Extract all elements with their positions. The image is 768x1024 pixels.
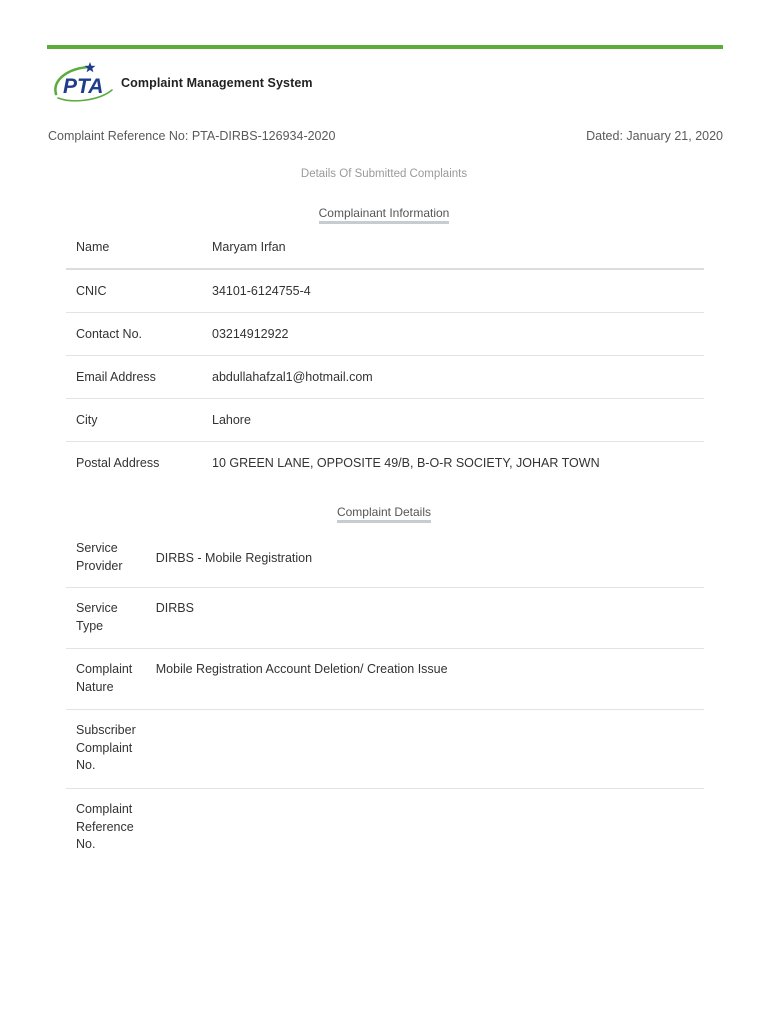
table-row bbox=[66, 226, 704, 269]
field-label: Complaint Nature bbox=[76, 662, 133, 694]
field-value: DIRBS bbox=[155, 600, 194, 615]
field-label: Postal Address bbox=[76, 455, 160, 470]
table-row bbox=[66, 587, 704, 648]
header bbox=[50, 60, 313, 106]
field-value: Maryam Irfan bbox=[212, 240, 286, 254]
field-label: Name bbox=[76, 240, 110, 254]
table-row bbox=[66, 648, 704, 709]
field-label: City bbox=[76, 412, 98, 427]
field-value: Lahore bbox=[212, 412, 251, 427]
field-label: Email Address bbox=[76, 369, 156, 384]
field-label: Complaint Reference No. bbox=[76, 802, 134, 851]
complaint-date: Dated: January 21, 2020 bbox=[586, 129, 723, 143]
page-title: Details Of Submitted Complaints bbox=[300, 168, 468, 180]
field-value bbox=[146, 788, 704, 866]
field-value: 03214912922 bbox=[212, 326, 289, 341]
field-label: CNIC bbox=[76, 283, 107, 298]
table-row bbox=[66, 709, 704, 788]
field-label: Service Type bbox=[76, 601, 118, 633]
complaint-heading-wrap bbox=[0, 503, 768, 523]
table-row bbox=[66, 355, 704, 398]
table-row bbox=[66, 529, 704, 587]
complaint-details-table bbox=[66, 529, 704, 866]
table-row bbox=[66, 312, 704, 355]
field-value bbox=[146, 709, 704, 788]
complaint-details-heading: Complaint Details bbox=[337, 505, 431, 523]
field-value: DIRBS - Mobile Registration bbox=[155, 550, 313, 565]
field-value: 34101-6124755-4 bbox=[212, 283, 311, 298]
field-label: Contact No. bbox=[76, 326, 143, 341]
header-accent-rule bbox=[47, 45, 723, 49]
field-value: abdullahafzal1@hotmail.com bbox=[212, 369, 373, 384]
field-label: Subscriber Complaint No. bbox=[76, 723, 136, 773]
table-row bbox=[66, 788, 704, 866]
table-row bbox=[66, 441, 704, 484]
pta-logo bbox=[50, 60, 118, 106]
field-value: 10 GREEN LANE, OPPOSITE 49/B, B-O-R SOCIETY, JOHAR TOWN bbox=[212, 455, 600, 470]
complainant-heading-wrap bbox=[0, 204, 768, 224]
field-value: Mobile Registration Account Deletion/ Creation Issue bbox=[155, 661, 448, 676]
table-row bbox=[66, 398, 704, 441]
complaint-reference: Complaint Reference No: PTA-DIRBS-126934-2020 bbox=[48, 129, 336, 143]
logo-text: PTA bbox=[63, 75, 104, 98]
system-title: Complaint Management System bbox=[121, 76, 313, 90]
field-label: Service Provider bbox=[76, 541, 123, 573]
complainant-heading: Complainant Information bbox=[319, 206, 450, 224]
table-row bbox=[66, 269, 704, 312]
reference-row bbox=[48, 129, 723, 143]
complainant-table bbox=[66, 226, 704, 484]
